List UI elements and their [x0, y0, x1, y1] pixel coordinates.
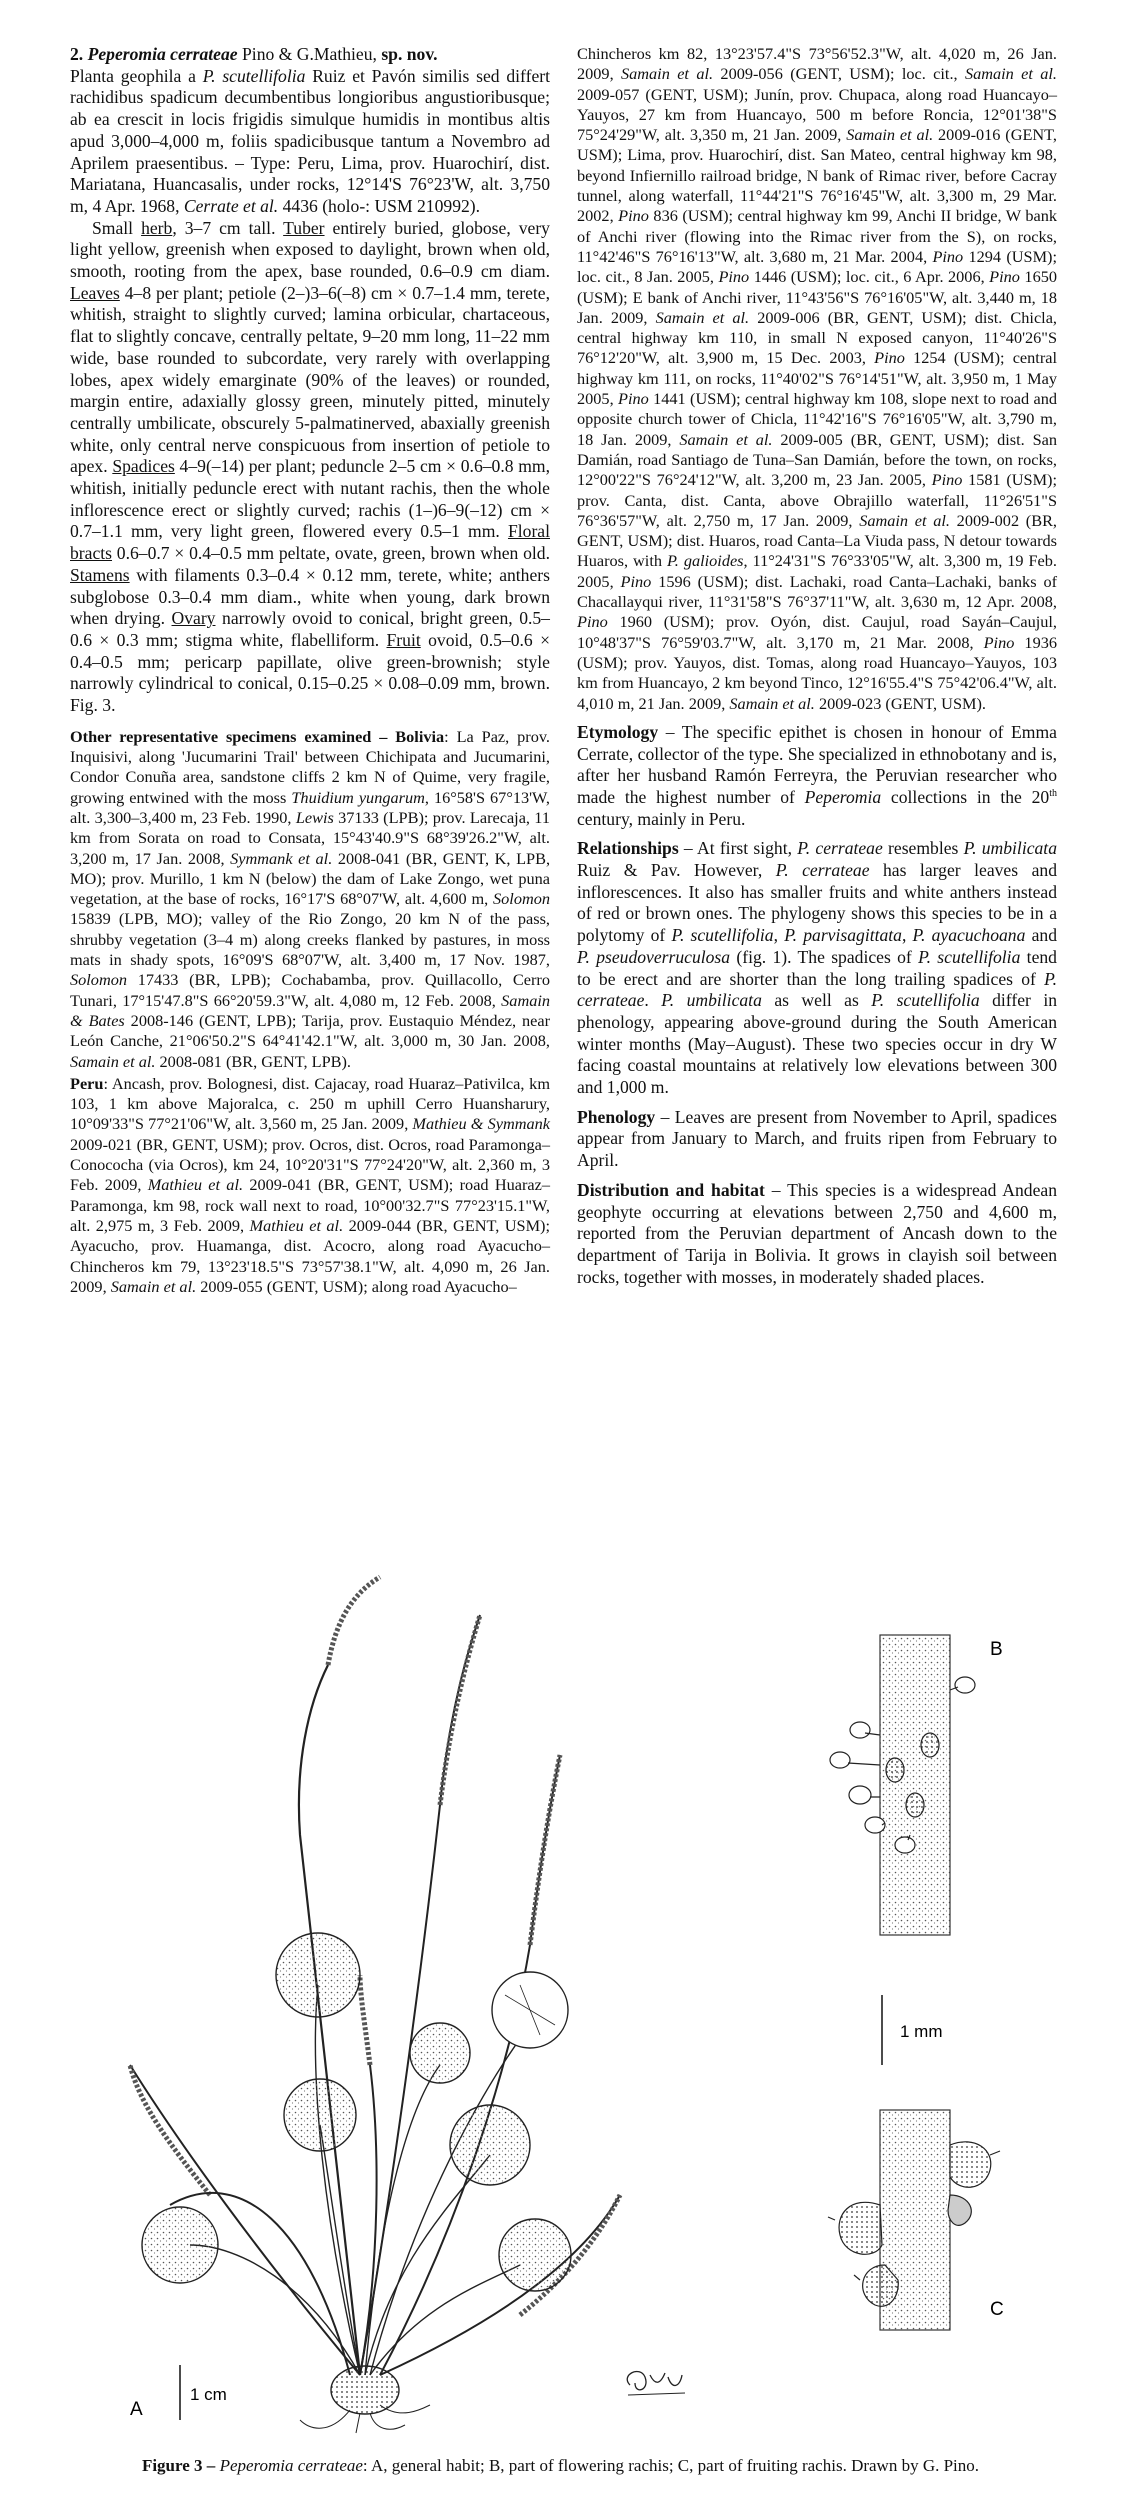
spec-collector: Samain et al.	[655, 307, 750, 327]
spec-collector: Pino	[983, 632, 1015, 652]
spec-collector: Samain et al.	[679, 429, 773, 449]
spec-text: 1294 (USM); loc. cit., 8 Jan. 2005,	[577, 246, 1057, 287]
spec-collector: Pino	[620, 571, 652, 591]
scale-label-b: 1 mm	[900, 2022, 943, 2041]
desc-term: Leaves	[70, 282, 120, 303]
distribution-text: – This species is a widespread Andean geophyte occurring at elevations between 2,750 and 4,600 m, reported from the Peruvian department of Ancash down to the department of Tarija in Bolivia. It grows in clayish soil between rocks, together with mosses, in moderately shaded places.	[577, 1179, 1057, 1287]
etym-text: – The specific epithet is chosen in honour of Emma Cerrate, collector of the type. She specialized in ethnobotany and is, after her husband Ramón Ferreyra, the Peruvian researcher who made the highest number of	[577, 721, 1057, 807]
distribution-heading: Distribution and habitat	[577, 1179, 765, 1200]
spec-text: 2009-057 (GENT, USM); Junín, prov. Chupaca, along road Huancayo–Yauyos, 27 km from Huancayo, 500 m before Roncia, 12°01'38"S 75°24'29"W, alt. 3,350 m, 21 Jan. 2009,	[577, 84, 1057, 145]
spec-text: 1596 (USM); dist. Lachaki, road Canta–Lachaki, banks of Chacallayqui river, 11°31'58"S 76°37'11"W, alt. 3,630 m, 12 Apr. 2008,	[577, 571, 1058, 612]
spec-text: 2009-005 (BR, GENT, USM); dist. San Damián, road Santiago de Tuna–San Damián, before the town, on rocks, 12°00'22"S 76°24'12"W, alt. 3,200 m, 23 Jan. 2005,	[577, 429, 1057, 490]
spec-text: 2008-146 (GENT, LPB); Tarija, prov. Eustaquio Méndez, near León Canche, 21°06'50.2"S 64°41'42.1"W, alt. 3,000 m, 30 Jan. 2008,	[70, 1010, 551, 1051]
rel-species: P. scutellifolia	[871, 990, 980, 1011]
figure-caption	[0, 2456, 1121, 2476]
rel-text: resembles	[882, 838, 964, 859]
spec-collector: Mathieu & Symmank	[412, 1114, 551, 1134]
panel-a-habit	[130, 1577, 620, 2433]
rel-species: P. cerrateae	[577, 968, 1057, 1011]
description	[70, 218, 550, 717]
spec-text: 2009-016 (GENT, USM); Lima, prov. Huarochirí, dist. San Mateo, central highway km 98, beyond Infiernillo railroad bridge, N bank of Rimac river, before Cacray tunnel, along waterfall, 11°44'21"S 76°16'45"W, alt. 3,300 m, 29 Mar. 2002,	[577, 125, 1057, 226]
desc-text: ovoid, 0.5–0.6 × 0.4–0.5 mm; pericarp papillate, olive green-brownish; style narrowly cylindrical to conical, 0.15–0.25 × 0.08–0.09 mm, brown. Fig. 3.	[70, 629, 550, 716]
spec-text: 2009-006 (BR, GENT, USM); dist. Chicla, central highway km 110, in small N exposed canyon, 11°40'26"S 76°12'20"W, alt. 3,900 m, 15 Dec. 2003,	[577, 307, 1058, 368]
diag-text: 4436 (holo-: USM 210992).	[278, 195, 481, 216]
spec-taxon: P. galioides	[666, 551, 744, 571]
spec-collector: Pino	[874, 348, 905, 368]
spec-text: 1254 (USM); central highway km 111, on rocks, 11°40'02"S 76°14'51"W, alt. 3,950 m, 1 May 2005,	[577, 348, 1057, 409]
botanical-drawing	[60, 1505, 1060, 2435]
spec-collector: Lewis	[295, 807, 334, 827]
spec-collector: Pino	[577, 612, 608, 632]
panel-b-flowering-rachis	[830, 1635, 975, 1935]
label-b: B	[990, 1639, 1003, 1660]
spec-text: 2009-023 (GENT, USM).	[814, 693, 986, 713]
spec-collector: Pino	[618, 389, 649, 409]
rel-text: Ruiz & Pav. However,	[577, 860, 776, 881]
spec-text: 2009-056 (GENT, USM); loc. cit.,	[713, 64, 965, 84]
label-c: C	[990, 2299, 1004, 2320]
spec-collector: Samain et al.	[846, 125, 934, 145]
spec-collector: Samain et al.	[110, 1276, 197, 1296]
diag-text: Ruiz et Pavón similis sed differt rachidibus spadicum decumbentibus longioribus angustioribusque; ab ea crescit in locis frigidis simulque humidis in montibus altis apud 3,000–4,000 m, foliis spadicibusque tantum a Novembro ad Aprilem praesentibus. – Type: Peru, Lima, prov. Huarochirí, dist. Mariatana, Huancasalis, under rocks, 12°14'S 76°23'W, alt. 3,750 m, 4 Apr. 1968,	[70, 65, 550, 216]
label-a: A	[130, 2399, 143, 2420]
artist-signature	[627, 2372, 685, 2395]
desc-text: 4–9(–14) per plant; peduncle 2–5 cm × 0.6–0.8 mm, whitish, initially peduncle erect with nutant rachis, then the whole inflorescence erect or slightly curved; rachis (1–)6–9(–12) cm × 0.7–1.1 mm, very light green, flowered every 0.5–1 mm.	[70, 456, 550, 542]
spec-collector: Symmank et al.	[230, 848, 333, 868]
country-peru: Peru	[70, 1073, 104, 1093]
latin-diagnosis	[70, 66, 550, 218]
scale-label-a: 1 cm	[190, 2385, 227, 2404]
relationships-heading: Relationships	[577, 838, 679, 859]
etym-text: collections in the 20	[881, 786, 1050, 807]
spec-collector: Mathieu et al.	[147, 1175, 244, 1195]
spec-text: 15839 (LPB, MO); valley of the Rio Zongo, 20 km N of the pass, shrubby vegetation (3–4 m) along creeks flanked by pastures, in moss mats in shady spots, 16°09'S 68°07'W, alt. 3,400 m, 17 Nov. 1987,	[70, 909, 550, 970]
spec-text: : La Paz, prov. Inquisivi, along 'Jucumarini Trail' between Chichipata and Jucumarini, Condor Conuña area, sandstone cliffs 2 km N of Quime, very fragile, growing entwined with the moss	[70, 726, 550, 807]
spec-text: 836 (USM); central highway km 99, Anchi II bridge, W bank of Anchi river (flowing into the Rimac river from the S), on rocks, 11°42'46"S 76°16'13"W, alt. 3,680 m, 21 Mar. 2004,	[577, 206, 1057, 266]
spec-taxon: Thuidium yungarum	[291, 787, 425, 807]
species-author: Pino & G.Mathieu,	[242, 44, 377, 64]
caption-species: Peperomia cerrateae	[219, 2456, 363, 2475]
distribution-section	[577, 1180, 1057, 1289]
rel-species: P. parvisagittata	[784, 925, 902, 946]
specimens-peru	[70, 1074, 550, 1297]
spec-collector: Mathieu et al.	[249, 1215, 344, 1235]
rel-text: has larger leaves and inflorescences. It also has smaller fruits and white anthers instead of red or brown ones. The phylogeny shows this species to be in a polytomy of	[577, 860, 1057, 946]
specimens-heading: Other representative specimens examined –	[70, 726, 388, 746]
desc-text: with filaments 0.3–0.4 × 0.12 mm, terete, white; anthers subglobose 0.3–0.4 mm diam., white when young, dark brown when drying.	[70, 564, 550, 629]
right-column	[577, 44, 1057, 1288]
spec-text: 1936 (USM); prov. Yauyos, dist. Tomas, along road Huancayo–Yauyos, 103 km from Huancayo, 2 km beyond Tinco, 12°16'55.4"S 75°42'06.4"W, alt. 4,010 m, 21 Jan. 2009,	[577, 632, 1057, 713]
rel-text: tend to be erect and are shorter than the long trailing spadices of	[577, 946, 1057, 989]
spec-collector: Solomon	[493, 889, 550, 909]
spec-collector: Samain et al.	[70, 1051, 156, 1071]
desc-text: narrowly ovoid to conical, bright green, 0.5–0.6 × 0.3 mm; stigma white, flabelliform.	[70, 608, 550, 650]
phenology-heading: Phenology	[577, 1106, 656, 1127]
diag-text: Planta geophila a	[70, 65, 203, 86]
spec-text: , 11°24'31"S 76°33'05"W, alt. 3,300 m, 19 Feb. 2005,	[577, 551, 1057, 591]
spec-collector: Samain et al.	[859, 510, 950, 530]
spec-text: 2009-041 (BR, GENT, USM); road Huaraz–Paramonga, km 98, rock wall next to road, 10°00'32.7"S 77°23'15.1"W, alt. 2,975 m, 3 Feb. 2009,	[70, 1175, 550, 1235]
rel-species: P. ayacuchoana	[912, 925, 1026, 946]
rel-text: as well as	[761, 990, 872, 1011]
spec-text: , 16°58'S 67°13'W, alt. 3,300–3,400 m, 23 Feb. 1990,	[70, 787, 550, 827]
diag-collector: Cerrate et al.	[183, 195, 279, 216]
rel-text: – At first sight,	[678, 838, 798, 859]
spec-collector: Samain et al.	[621, 64, 714, 84]
rel-text: (fig. 1). The spadices of	[730, 946, 919, 967]
etym-sup: th	[1049, 788, 1057, 800]
rel-text: ,	[773, 925, 785, 946]
desc-term: Fruit	[386, 629, 421, 650]
desc-text: 4–8 per plant; petiole (2–)3–6(–8) cm × 0.7–1.4 mm, terete, whitish, straight to slightly curved; lamina orbicular, chartaceous, flat to slightly concave, centrally peltate, 9–20 mm long, 11–22 mm wide, base rounded to subcordate, very rarely with overlapping lobes, apex widely emarginate (90% of the leaves) or rounded, margin entire, adaxially glossy green, minutely pitted, minutely centrally umbilicate, obscurely 5-palmatinerved, abaxially greenish white, only central nerve conspicuous from insertion of petiole to apex.	[70, 282, 550, 477]
rel-species: P. scutellifolia	[671, 925, 774, 946]
specimens-continued	[577, 44, 1057, 714]
spec-text: 2009-002 (BR, GENT, USM); dist. Huaros, road Canta–La Viuda pass, N detour towards Huaros, with	[577, 510, 1057, 571]
phenology-text: – Leaves are present from November to April, spadices appear from January to March, and fruits ripen from February to April.	[577, 1106, 1057, 1171]
panel-c-fruiting-rachis	[828, 2110, 1000, 2330]
desc-term: Ovary	[171, 608, 216, 629]
caption-text: : A, general habit; B, part of flowering rachis; C, part of fruiting rachis. Drawn by G. Pino.	[362, 2456, 980, 2475]
spec-text: 2009-044 (BR, GENT, USM); Ayacucho, prov. Huamanga, dist. Acocro, along road Ayacucho–Chincheros km 79, 13°23'18.5"S 73°57'38.1"W, alt. 4,090 m, 26 Jan. 2009,	[70, 1215, 550, 1296]
specimens-bolivia	[70, 727, 550, 1072]
rel-species: P. cerrateae	[775, 860, 870, 881]
spec-text: 1446 (USM); loc. cit., 6 Apr. 2006,	[749, 267, 990, 287]
spec-text: : Ancash, prov. Bolognesi, dist. Cajacay, road Huaraz–Pativilca, km 103, 1 km above Majoralca, c. 250 m uphill Cerro Huansharury, 10°09'33"S 77°21'06"W, alt. 3,560 m, 25 Jan. 2009,	[70, 1073, 550, 1134]
spec-text: 17433 (BR, LPB); Cochabamba, prov. Quillacollo, Cerro Tunari, 17°15'47.8"S 66°20'59.3"W, alt. 4,080 m, 12 Feb. 2008,	[70, 970, 550, 1010]
figure-3-illustration	[60, 1505, 1060, 2435]
desc-term: Stamens	[70, 564, 130, 585]
spec-text: Chincheros km 82, 13°23'57.4"S 73°56'52.3"W, alt. 4,020 m, 26 Jan. 2009,	[577, 44, 1057, 84]
etymology-heading: Etymology	[577, 721, 659, 742]
rel-species: P. pseudoverruculosa	[577, 946, 731, 967]
spec-text: 2009-021 (BR, GENT, USM); prov. Ocros, dist. Ocros, road Paramonga–Conococha (via Ocros), km 24, 10°20'31"S 77°24'20"W, alt. 2,360 m, 3 Feb. 2009,	[70, 1134, 550, 1195]
desc-term: herb	[141, 217, 173, 238]
spec-text: 2008-081 (BR, GENT, LPB).	[155, 1051, 351, 1071]
rel-species: P. cerrateae	[797, 838, 883, 859]
spec-text: 37133 (LPB); prov. Larecaja, 11 km from Sorata on road to Consata, 15°43'40.9"S 68°39'26.2"W, alt. 3,200 m, 17 Jan. 2008,	[70, 807, 550, 868]
spec-text: 1441 (USM); central highway km 108, slope next to road and opposite church tower of Chicla, 11°42'16"S 76°16'05"W, alt. 3,790 m, 18 Jan. 2009,	[577, 389, 1058, 449]
spec-collector: Samain et al.	[729, 693, 815, 713]
desc-term: Tuber	[283, 217, 325, 238]
rel-species: P. scutellifolia	[918, 946, 1021, 967]
rel-species: P. umbilicata	[963, 838, 1057, 859]
left-column	[70, 44, 550, 1297]
spec-text: 2008-041 (BR, GENT, K, LPB, MO); prov. Murillo, 1 km N (below) the dam of Lake Zongo, wet puna vegetation, at the base of rocks, 16°17'S 68°07'W, alt. 4,600 m,	[70, 848, 551, 909]
species-status: sp. nov.	[381, 44, 438, 64]
rel-text: differ in phenology, appearing above-ground during the South American winter months (May–August). These two species occur in dry W facing coastal mountains at relatively low elevations between 300 and 1,000 m.	[577, 990, 1058, 1098]
rel-text: .	[644, 990, 662, 1011]
spec-collector: Pino	[932, 246, 964, 266]
desc-text: , 3–7 cm tall.	[172, 217, 284, 238]
etym-genus: Peperomia	[804, 786, 882, 807]
spec-text: 1960 (USM); prov. Oyón, dist. Caujul, road Sayán–Caujul, 10°48'37"S 76°59'03.7"W, alt. 3,170 m, 21 Mar. 2008,	[577, 612, 1057, 652]
spec-text: 2009-055 (GENT, USM); along road Ayacucho–	[196, 1276, 517, 1296]
rel-text: ,	[901, 925, 913, 946]
spec-text: 1650 (USM); E bank of Anchi river, 11°43'56"S 76°16'05"W, alt. 3,440 m, 18 Jan. 2009,	[577, 267, 1057, 327]
spec-collector: Pino	[718, 267, 750, 287]
spec-collector: Solomon	[70, 970, 127, 990]
desc-text: 0.6–0.7 × 0.4–0.5 mm peltate, ovate, green, brown when old.	[112, 543, 550, 564]
desc-term: Floral bracts	[70, 521, 550, 564]
relationships-section	[577, 838, 1057, 1098]
specimens-section	[70, 727, 550, 1297]
country-bolivia: Bolivia	[395, 726, 445, 746]
spec-collector: Pino	[618, 206, 649, 226]
rel-text: and	[1025, 925, 1057, 946]
spec-text: 1581 (USM); prov. Canta, dist. Canta, above Obrajillo waterfall, 11°26'51"S 76°36'57"W, alt. 2,750 m, 17 Jan. 2009,	[577, 470, 1057, 530]
desc-text: Small	[92, 217, 142, 238]
species-name: Peperomia cerrateae	[87, 44, 238, 64]
spec-collector: Pino	[931, 470, 963, 490]
spec-collector: Samain & Bates	[70, 990, 550, 1030]
desc-term: Spadices	[112, 456, 175, 477]
phenology-section	[577, 1107, 1057, 1172]
spec-collector: Pino	[989, 267, 1020, 287]
diag-species: P. scutellifolia	[202, 65, 306, 86]
caption-label: Figure 3 –	[141, 2456, 216, 2475]
species-heading	[70, 44, 550, 66]
rel-species: P. umbilicata	[661, 990, 762, 1011]
spec-collector: Samain et al.	[964, 64, 1058, 84]
desc-text: entirely buried, globose, very light yellow, greenish when exposed to daylight, brown when old, smooth, rooting from the apex, base rounded, 0.6–0.9 cm diam.	[70, 217, 550, 282]
species-number: 2.	[70, 44, 84, 64]
etym-text: century, mainly in Peru.	[577, 808, 746, 829]
etymology-section	[577, 722, 1057, 831]
